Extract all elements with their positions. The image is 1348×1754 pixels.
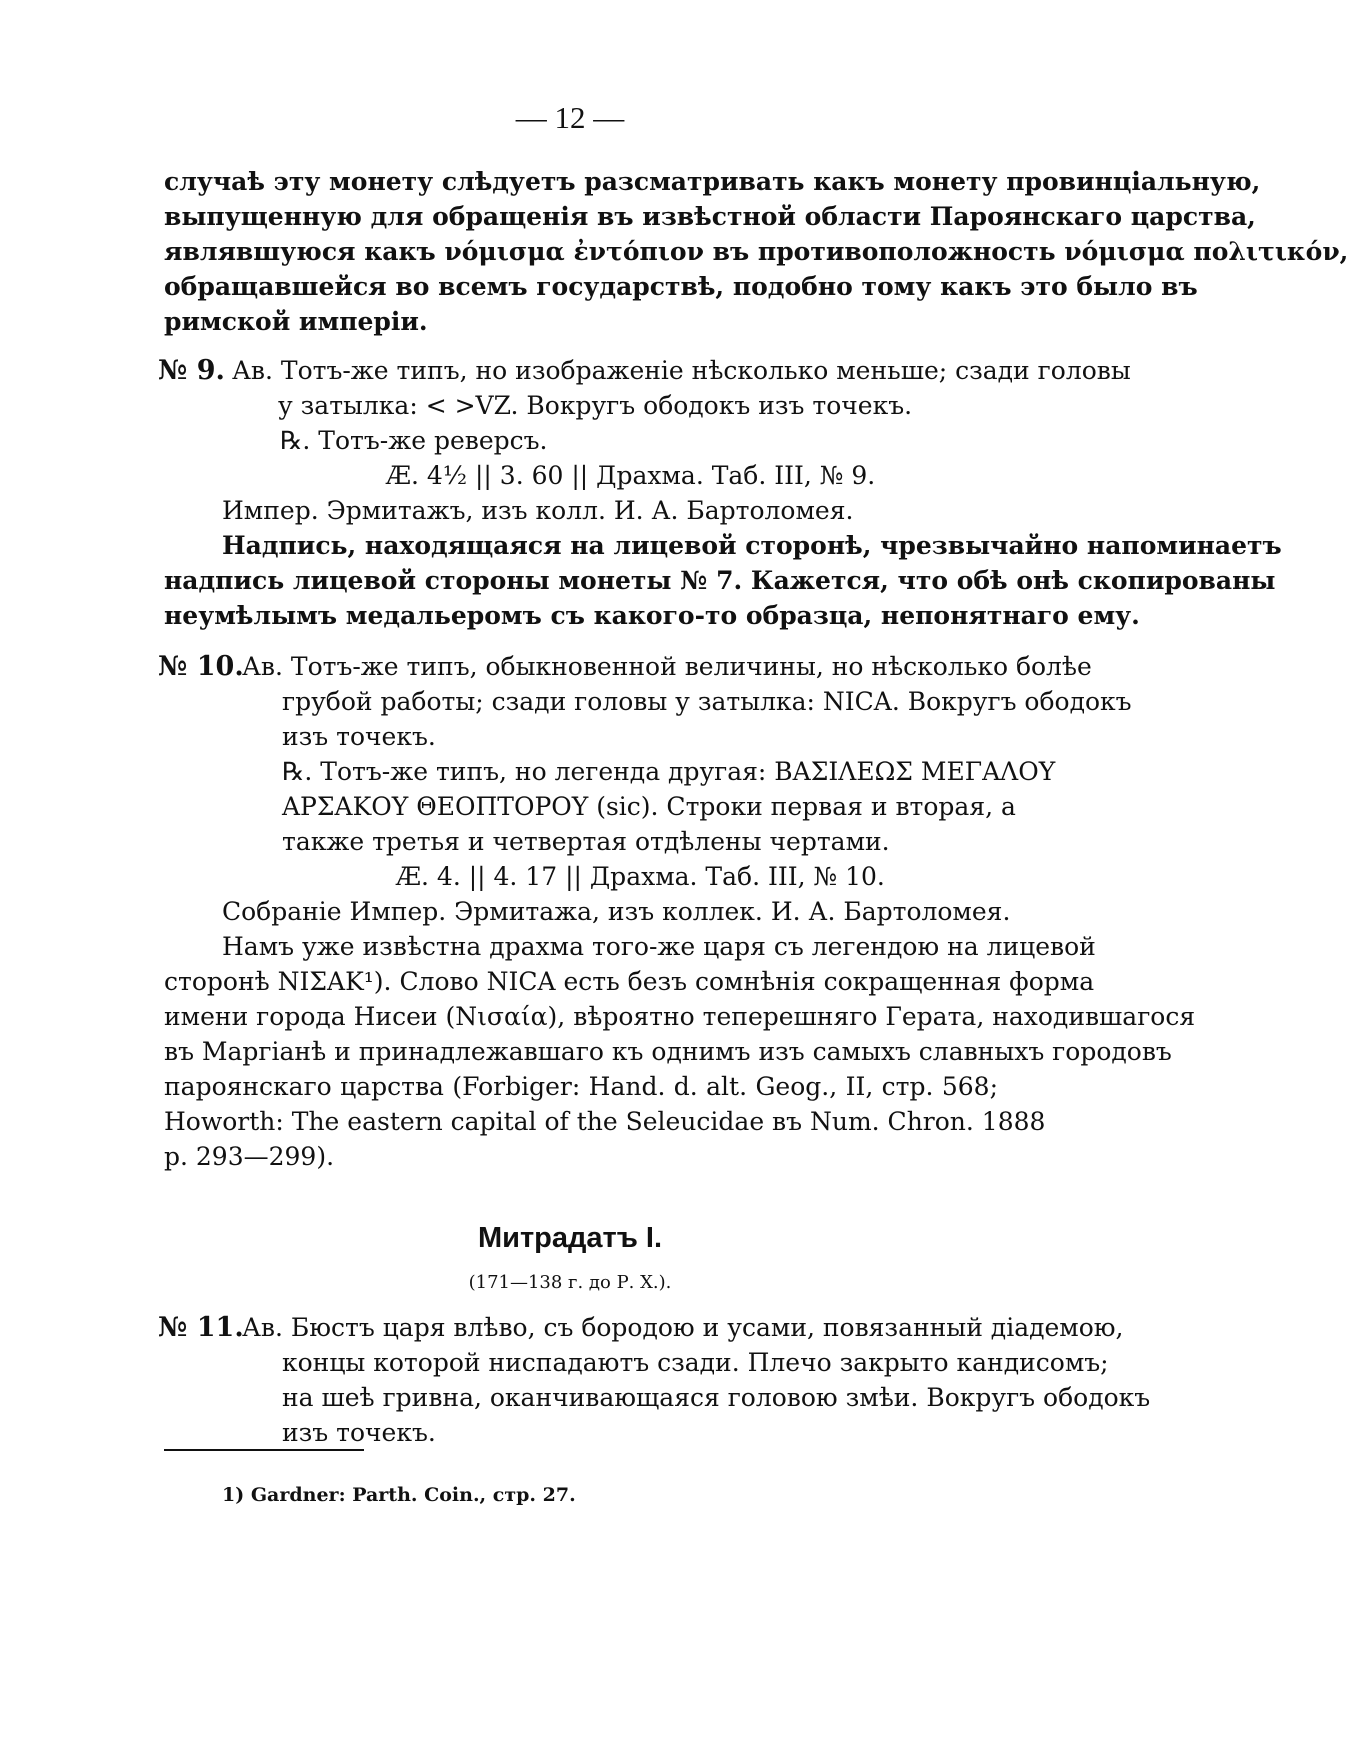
entry-9-number: № 9. [158, 355, 225, 386]
entry-9-line: надпись лицевой стороны монеты № 7. Кажется, что обѣ онѣ скопированы [164, 566, 1276, 595]
entry-10-line: изъ точекъ. [282, 722, 436, 751]
entry-11-line: на шеѣ гривна, оканчивающаяся головою змѣи. Вокругъ ободокъ [282, 1383, 1151, 1412]
entry-9-line: ℞. Тотъ-же реверсъ. [280, 426, 548, 455]
entry-11-line: концы которой ниспадаютъ сзади. Плечо закрыто кандисомъ; [282, 1348, 1109, 1377]
entry-10-line: Ав. Тотъ-же типъ, обыкновенной величины, но нѣсколько болѣе [242, 652, 1092, 681]
entry-10-line: Намъ уже извѣстна драхма того-же царя съ легендою на лицевой [222, 932, 1096, 961]
entry-9-line: неумѣлымъ медальеромъ съ какого-то образца, непонятнаго ему. [164, 601, 1140, 630]
entry-10-line: грубой работы; сзади головы у затылка: NICA. Вокругъ ободокъ [282, 687, 1132, 716]
section-dates: (171—138 г. до Р. Х.). [468, 1272, 672, 1293]
entry-10-line: пароянскаго царства (Forbiger: Hand. d. alt. Geog., II, стр. 568; [164, 1072, 998, 1101]
footnote: 1) Gardner: Parth. Coin., стр. 27. [222, 1484, 576, 1506]
section-title: Митрадатъ I. [477, 1222, 663, 1254]
footnote-rule [164, 1449, 364, 1451]
entry-10-number: № 10. [158, 651, 244, 682]
entry-9-line: Ав. Тотъ-же типъ, но изображеніе нѣсколько меньше; сзади головы [232, 356, 1131, 385]
entry-10-line: Æ. 4. || 4. 17 || Драхма. Таб. III, № 10. [396, 862, 885, 891]
intro-line: являвшуюся какъ νόμισμα ἐντόπιον въ противоположность νόμισμα πολιτικόν, [164, 237, 1348, 266]
entry-10-line: Howorth: The eastern capital of the Seleucidae въ Num. Chron. 1888 [164, 1107, 1046, 1136]
intro-line: римской имперіи. [164, 307, 428, 336]
entry-10-line: ℞. Тотъ-же типъ, но легенда другая: ΒΑΣΙΛΕΩΣ ΜΕΓΑΛΟΥ [282, 757, 1056, 786]
intro-line: выпущенную для обращенія въ извѣстной области Пароянскаго царства, [164, 202, 1256, 231]
intro-line: обращавшейся во всемъ государствѣ, подобно тому какъ это было въ [164, 272, 1198, 301]
page-number: — 12 — [515, 100, 625, 135]
entry-11-number: № 11. [158, 1312, 244, 1343]
entry-10-line: p. 293—299). [164, 1142, 335, 1171]
entry-10-line: ΑΡΣΑΚΟΥ ΘΕΟΠΤΟΡΟΥ (sic). Строки первая и вторая, а [282, 792, 1016, 821]
entry-10-line: сторонѣ ΝΙΣΑΚ¹). Слово NICA есть безъ сомнѣнія сокращенная форма [164, 967, 1095, 996]
entry-11-line: Ав. Бюстъ царя влѣво, съ бородою и усами, повязанный діадемою, [242, 1313, 1124, 1342]
entry-9-line: Æ. 4½ || 3. 60 || Драхма. Таб. III, № 9. [386, 461, 876, 490]
entry-10-line: въ Маргіанѣ и принадлежавшаго къ однимъ изъ самыхъ славныхъ городовъ [164, 1037, 1172, 1066]
entry-10-line: Собраніе Импер. Эрмитажа, изъ коллек. И. А. Бартоломея. [222, 897, 1011, 926]
entry-10-line: также третья и четвертая отдѣлены чертами. [282, 827, 890, 856]
entry-9-line: Надпись, находящаяся на лицевой сторонѣ, чрезвычайно напоминаетъ [222, 531, 1282, 560]
entry-10-line: имени города Нисеи (Νισαία), вѣроятно теперешняго Герата, находившагося [164, 1002, 1196, 1031]
intro-line: случаѣ эту монету слѣдуетъ разсматривать какъ монету провинціальную, [164, 167, 1261, 196]
entry-9-line: Импер. Эрмитажъ, изъ колл. И. А. Бартоломея. [222, 496, 854, 525]
entry-9-line: у затылка: < >VZ. Вокругъ ободокъ изъ точекъ. [278, 391, 913, 420]
entry-11-line: изъ точекъ. [282, 1418, 436, 1447]
